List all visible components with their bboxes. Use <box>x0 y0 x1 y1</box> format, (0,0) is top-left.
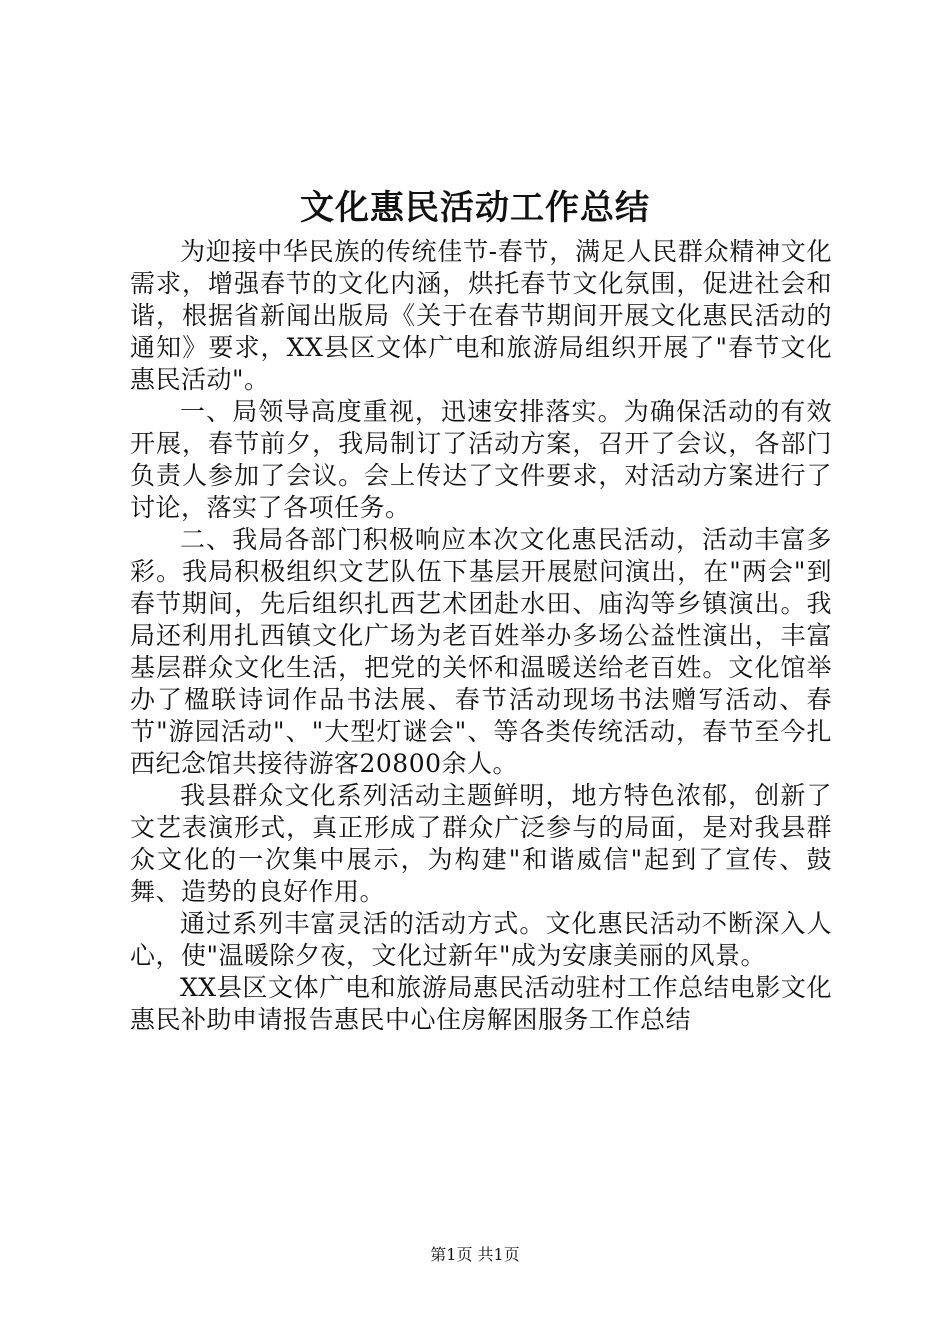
page-number-footer: 第1页 共1页 <box>430 1245 520 1264</box>
paragraph-summary: 我县群众文化系列活动主题鲜明，地方特色浓郁，创新了文艺表演形式，真正形成了群众广泛参与的局面，是对我县群众文化的一次集中展示，为构建"和谐威信"起到了宣传、鼓舞、造势的良好作用。 <box>130 781 832 906</box>
paragraph-intro: 为迎接中华民族的传统佳节-春节，满足人民群众精神文化需求，增强春节的文化内涵，烘托春节文化氛围，促进社会和谐，根据省新闻出版局《关于在春节期间开展文化惠民活动的通知》要求，XX县区文体广电和旅游局组织开展了"春节文化惠民活动"。 <box>130 237 832 394</box>
paragraph-section-one: 一、局领导高度重视，迅速安排落实。为确保活动的有效开展，春节前夕，我局制订了活动方案，召开了会议，各部门负责人参加了会议。会上传达了文件要求，对活动方案进行了讨论，落实了各项任务。 <box>130 397 832 522</box>
document-body <box>130 236 832 1036</box>
document-title: 文化惠民活动工作总结 <box>300 188 650 228</box>
paragraph-conclusion: 通过系列丰富灵活的活动方式。文化惠民活动不断深入人心，使"温暖除夕夜，文化过新年"成为安康美丽的风景。 <box>130 909 832 970</box>
paragraph-related-titles: XX县区文体广电和旅游局惠民活动驻村工作总结电影文化惠民补助申请报告惠民中心住房解困服务工作总结 <box>130 973 832 1034</box>
paragraph-section-two: 二、我局各部门积极响应本次文化惠民活动，活动丰富多彩。我局积极组织文艺队伍下基层开展慰问演出，在"两会"到春节期间，先后组织扎西艺术团赴水田、庙沟等乡镇演出。我局还利用扎西镇文化广场为老百姓举办多场公益性演出，丰富基层群众文化生活，把党的关怀和温暖送给老百姓。文化馆举办了楹联诗词作品书法展、春节活动现场书法赠写活动、春节"游园活动"、"大型灯谜会"、等各类传统活动，春节至今扎西纪念馆共接待游客20800余人。 <box>130 525 832 778</box>
